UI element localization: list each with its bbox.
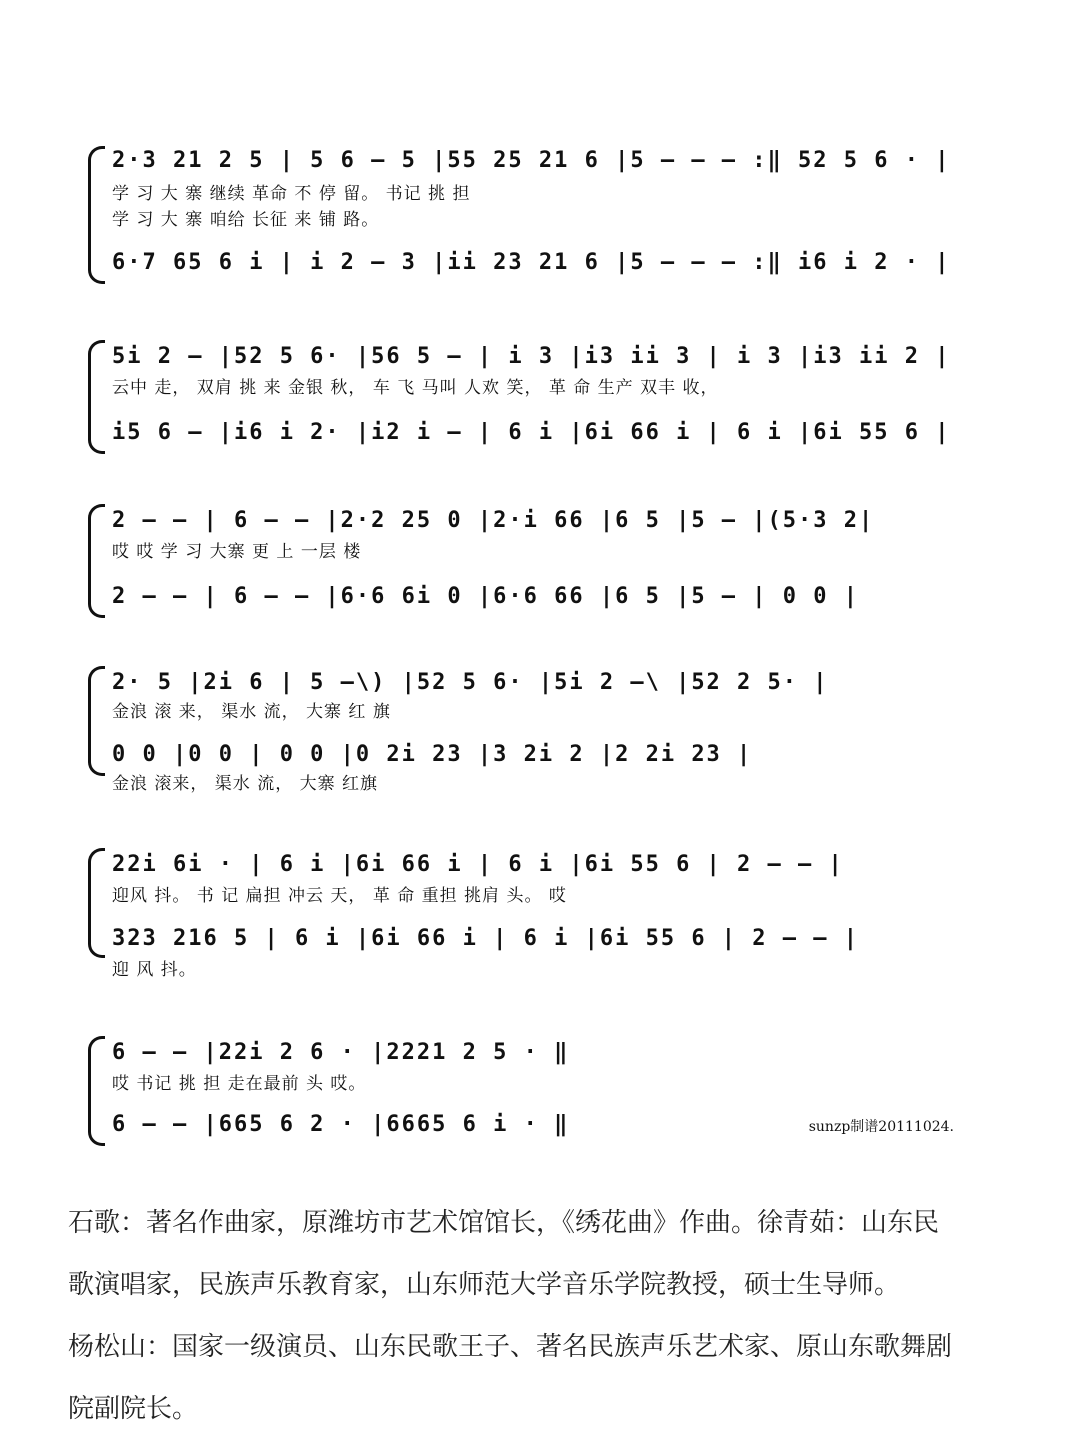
system-brace	[88, 504, 105, 618]
bio-line: 歌演唱家，民族声乐教育家，山东师范大学音乐学院教授，硕士生导师。	[68, 1270, 901, 1300]
lyrics-verse-1: 学 习 大 寨 继续 革命 不 停 留。 书记 挑 担	[112, 184, 471, 204]
biography-text	[68, 1192, 1018, 1440]
lower-voice-notes: 2 – – | 6 – – |6·6 6i 0 |6·6 66 |6 5 |5 – | 0 0 |	[112, 584, 860, 609]
score-system-2	[88, 336, 968, 456]
system-brace	[88, 146, 105, 284]
upper-voice-notes: 2 – – | 6 – – |2·2 25 0 |2·i 66 |6 5 |5 – |(5·3 2|	[112, 508, 875, 533]
score-system-1	[88, 140, 968, 290]
lyrics-verse-1: 云中 走， 双肩 挑 来 金银 秋， 车 飞 马叫 人欢 笑， 革 命 生产 双丰 收，	[112, 378, 719, 398]
upper-voice-notes: 5i 2 – |52 5 6· |56 5 – | i 3 |i3 ii 3 | i 3 |i3 ii 2 |	[112, 344, 951, 369]
upper-voice-notes: 22i 6i · | 6 i |6i 66 i | 6 i |6i 55 6 | 2 – – |	[112, 852, 844, 877]
system-brace	[88, 666, 105, 776]
score-system-6	[88, 1032, 968, 1152]
score-system-4	[88, 662, 968, 802]
score-system-3	[88, 500, 968, 620]
bio-line: 石歌：著名作曲家，原潍坊市艺术馆馆长，《绣花曲》作曲。徐青茹：山东民	[68, 1208, 940, 1238]
score-system-5	[88, 844, 968, 984]
score-credit: sunzp制谱20111024.	[808, 1119, 954, 1135]
system-brace	[88, 340, 105, 454]
lyrics-upper: 迎风 抖。 书 记 扁担 冲云 天， 革 命 重担 挑肩 头。 哎	[112, 886, 567, 906]
lyrics-lower: 迎 风 抖。	[112, 960, 197, 980]
upper-voice-notes: 2·3 21 2 5 | 5 6 – 5 |55 25 21 6 |5 – – – :‖ 52 5 6 · |	[112, 148, 951, 173]
upper-voice-notes: 6 – – |22i 2 6 · |2221 2 5 · ‖	[112, 1040, 570, 1065]
lower-voice-notes: 0 0 |0 0 | 0 0 |0 2i 23 |3 2i 2 |2 2i 23 |	[112, 742, 753, 767]
system-brace	[88, 848, 105, 958]
bio-line: 杨松山：国家一级演员、山东民歌王子、著名民族声乐艺术家、原山东歌舞剧	[68, 1332, 953, 1362]
lyrics-lower: 金浪 滚来， 渠水 流， 大寨 红旗	[112, 774, 379, 794]
lyrics-verse-1: 哎 书记 挑 担 走在最前 头 哎。	[112, 1074, 367, 1094]
lower-voice-notes: 6·7 65 6 i | i 2 – 3 |ii 23 21 6 |5 – – – :‖ i6 i 2 · |	[112, 250, 951, 275]
lyrics-verse-1: 哎 哎 学 习 大寨 更 上 一层 楼	[112, 542, 362, 562]
lyrics-upper: 金浪 滚 来， 渠水 流， 大寨 红 旗	[112, 702, 391, 722]
upper-voice-notes: 2· 5 |2i 6 | 5 –\) |52 5 6· |5i 2 –\ |52 2 5· |	[112, 670, 829, 695]
lower-voice-notes: i5 6 – |i6 i 2· |i2 i – | 6 i |6i 66 i | 6 i |6i 55 6 |	[112, 420, 951, 445]
lower-voice-notes: 6 – – |665 6 2 · |6665 6 i · ‖	[112, 1112, 570, 1137]
lower-voice-notes: 323 216 5 | 6 i |6i 66 i | 6 i |6i 55 6 | 2 – – |	[112, 926, 860, 951]
system-brace	[88, 1036, 105, 1146]
bio-line: 院副院长。	[68, 1394, 199, 1424]
lyrics-verse-2: 学 习 大 寨 咱给 长征 来 铺 路。	[112, 210, 380, 230]
